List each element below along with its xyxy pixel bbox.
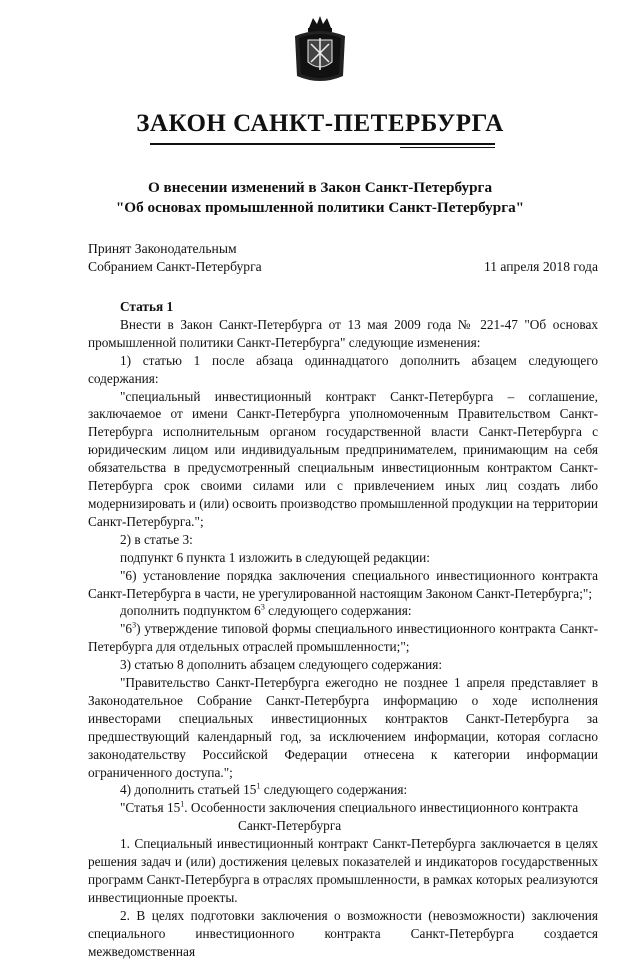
text-run: "Статья 15 <box>120 800 181 816</box>
paragraph <box>88 602 598 620</box>
text-run: следующего содержания: <box>260 782 408 798</box>
paragraph <box>88 781 598 799</box>
article-body <box>88 298 598 961</box>
adoption-block <box>88 240 262 276</box>
text-run: . Особенности заключения специального инвестиционного контракта <box>184 800 579 816</box>
adoption-line-1: Принят Законодательным <box>88 241 237 256</box>
law-subtitle <box>0 178 640 218</box>
paragraph: "Правительство Санкт-Петербурга ежегодно не позднее 1 апреля представляет в Законодательное Собрание Санкт-Петербурга информацию о ходе исполнения инвесторами специальных инвестиционных контрактов Санкт-Петербурга за предшествующий календарный год, за исключением информации, которая согласно законодательству Российской Федерации отнесена к категории информации ограниченного доступа."; <box>88 675 598 780</box>
paragraph: 1) статью 1 после абзаца одиннадцатого дополнить абзацем следующего содержания: <box>88 352 598 386</box>
text-run: ) утверждение типовой формы специального инвестиционного контракта Санкт-Петербурга для отдельных отраслей промышленности;"; <box>88 621 598 655</box>
superscript: 1 <box>180 799 185 809</box>
paragraph: 3) статью 8 дополнить абзацем следующего содержания: <box>120 657 443 673</box>
article-heading: Статья 1 <box>120 299 174 314</box>
paragraph: "6) установление порядка заключения специального инвестиционного контракта Санкт-Петербурга в части, не урегулированной настоящим Законом Санкт-Петербурга;"; <box>88 567 598 601</box>
paragraph <box>88 799 598 817</box>
text-run: "6 <box>120 621 133 637</box>
text-run: следующего содержания: <box>264 603 412 619</box>
paragraph: подпункт 6 пункта 1 изложить в следующей редакции: <box>120 549 430 565</box>
adoption-date: 11 апреля 2018 года <box>483 259 598 274</box>
page-title: ЗАКОН САНКТ-ПЕТЕРБУРГА <box>136 110 504 137</box>
adoption-line-2: Собранием Санкт-Петербурга <box>88 259 262 274</box>
paragraph: 2. В целях подготовки заключения о возможности (невозможности) заключения специального инвестиционного контракта Санкт-Петербурга создается межведомственная <box>88 907 598 959</box>
paragraph: 2) в статье 3: <box>120 531 193 547</box>
subtitle-line-2: "Об основах промышленной политики Санкт-Петербурга" <box>115 199 525 216</box>
title-underline-accent <box>400 147 495 148</box>
paragraph: Внести в Закон Санкт-Петербурга от 13 мая 2009 года № 221-47 "Об основах промышленной политики Санкт-Петербурга" следующие изменения: <box>88 316 598 350</box>
coat-of-arms-emblem-icon <box>291 14 349 86</box>
paragraph: Санкт-Петербурга <box>238 818 342 834</box>
text-run: дополнить подпунктом 6 <box>120 603 261 619</box>
paragraph: "специальный инвестиционный контракт Санкт-Петербурга – соглашение, заключаемое от имени Санкт-Петербурга уполномоченным Правительством Санкт-Петербурга исполнительным органом государственной власти Санкт-Петербурга с юридическим лицом или индивидуальным предпринимателем, принимающим на себя обязательства в предусмотренный специальным инвестиционным контрактом Санкт-Петербурга срок своими силами или с привлечением иных лиц создать либо модернизировать и (или) освоить производство промышленной продукции на территории Санкт-Петербурга."; <box>88 388 598 529</box>
title-underline <box>150 143 495 145</box>
superscript: 1 <box>256 782 261 792</box>
superscript: 3 <box>260 602 265 612</box>
paragraph <box>88 620 598 656</box>
subtitle-line-1: О внесении изменений в Закон Санкт-Петербурга <box>147 179 493 196</box>
superscript: 3 <box>132 620 137 630</box>
text-run: 4) дополнить статьей 15 <box>120 782 257 798</box>
paragraph: 1. Специальный инвестиционный контракт Санкт-Петербурга заключается в целях решения задач и (или) достижения целевых показателей и индикаторов государственных программ Санкт-Петербурга в отраслях промышленности, в рамках которых реализуются инвестиционные проекты. <box>88 836 598 905</box>
